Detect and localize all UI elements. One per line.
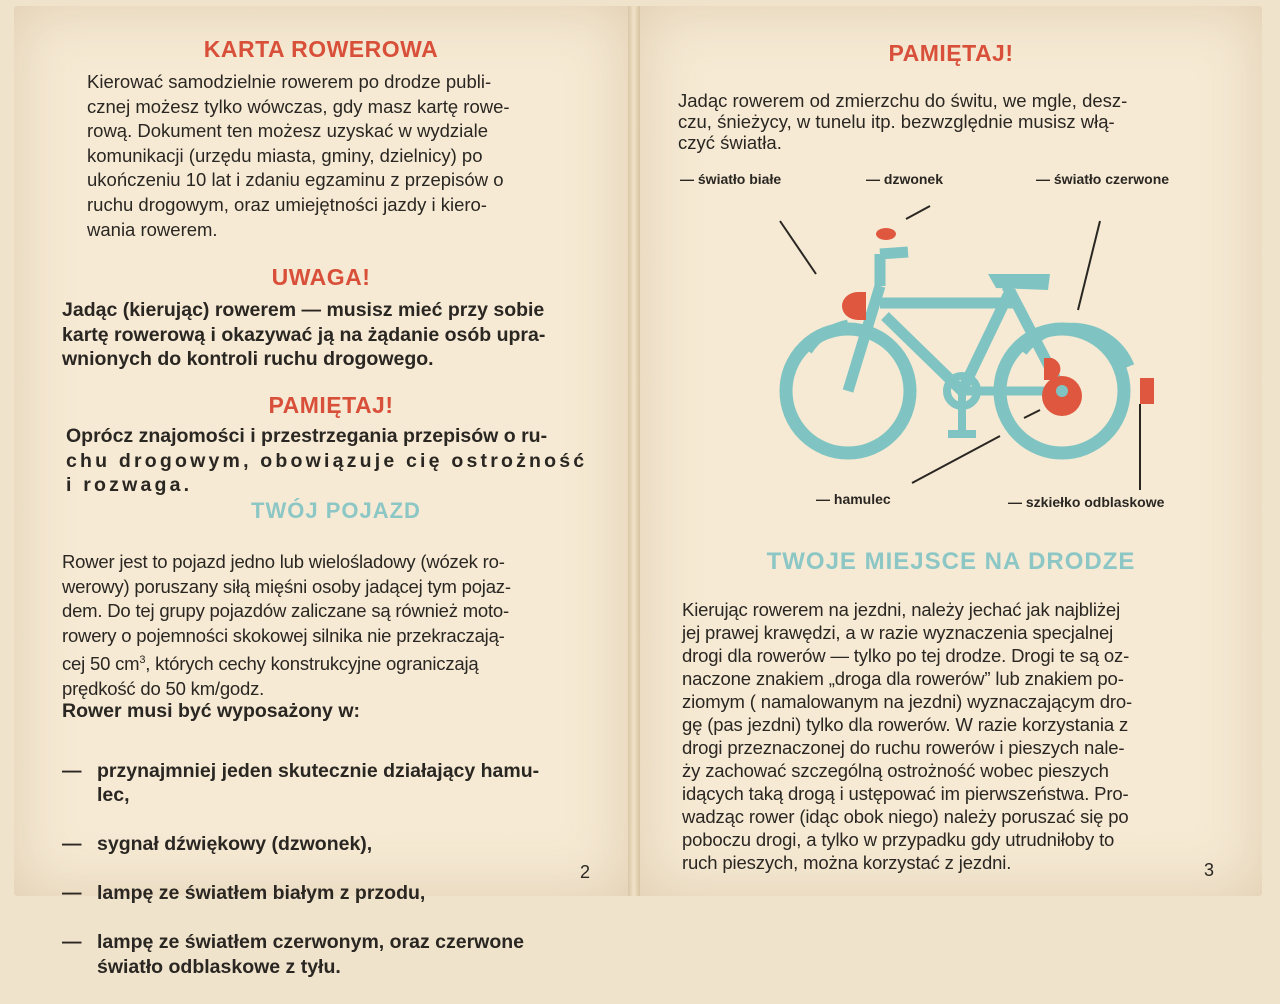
page-number-left: 2 [580, 862, 591, 882]
list-item: — przynajmniej jeden skutecznie działający hamu- lec, [62, 759, 602, 808]
list-item: — lampę ze światłem czerwonym, oraz czerwone światło odblaskowe z tyłu. [62, 930, 602, 979]
bell-icon [876, 228, 896, 240]
pamietaj-heading-right: PAMIĘTAJ! [888, 40, 1014, 66]
lights-warning-text: Jadąc rowerem od zmierzchu do świtu, we mgle, desz- czu, śnieżycy, w tunelu itp. bezwzględnie musisz włą- czyć światła. [678, 90, 1128, 153]
twoje-miejsce-heading: TWOJE MIEJSCE NA DRODZE [766, 548, 1136, 575]
right-page [640, 6, 1262, 896]
front-light-icon [842, 292, 866, 320]
page-number-right: 3 [1204, 860, 1215, 880]
pamietaj-heading-left: PAMIĘTAJ! [268, 392, 394, 418]
list-item: — sygnał dźwiękowy (dzwonek), [62, 832, 602, 857]
label-bell: — dzwonek [866, 171, 944, 187]
uwaga-heading: UWAGA! [271, 264, 371, 290]
label-white-light: — światło białe [680, 171, 782, 187]
list-item: — lampę ze światłem białym z przodu, [62, 881, 602, 906]
equipment-list [62, 734, 602, 1004]
pamietaj-text-left: Oprócz znajomości i przestrzegania przepisów o ru- chu drogowym, obowiązuje cię ostrożność i rozwaga. [66, 425, 588, 496]
label-red-light: — światło czerwone [1036, 171, 1170, 187]
road-position-text: Kierując rowerem na jezdni, należy jechać jak najbliżej jej prawej krawędzi, a w razie wyznaczenia specjalnej drogi dla rowerów — tylko po tej drodze. Drogi te są oz- naczone znakiem „droga dla rowerów” lub znakiem po- ziomym ( namalowanym na jezdni) wyznaczającym dro- gę (pas jezdni) tylko dla rowerów. W razie korzystania z drogi przeznaczonej do ruchu rowerów i pieszych nale- ży zachować szczególną ostrożność wobec pieszych idących taką drogą i ustępować im pierwszeństwa. Pro- wadząc rower (idąc obok niego) należy poruszać się po poboczu drogi, a tylko w przypadku gdy utrudniłoby to ruch pieszych, można korzystać z jezdni. [682, 599, 1133, 873]
uwaga-text: Jadąc (kierując) rowerem — musisz mieć przy sobie kartę rowerową i okazywać ją na żądanie osób upra- wnionych do kontroli ruchu drogowego. [62, 299, 546, 370]
reflector-icon [1140, 378, 1154, 404]
label-reflector: — szkiełko odblaskowe [1008, 494, 1165, 510]
twoj-pojazd-heading: TWÓJ POJAZD [251, 498, 421, 523]
left-page [14, 6, 628, 978]
label-brake: — hamulec [816, 491, 891, 507]
karta-rowerowa-heading: KARTA ROWEROWA [203, 36, 439, 62]
bicycle-frame [786, 252, 1130, 453]
karta-intro-text: Kierować samodzielnie rowerem po drodze publi- cznej możesz tylko wówczas, gdy masz kartę rowe- rową. Dokument ten możesz uzyskać w wydziale komunikacji (urzędu miasta, gminy, dzielnicy) po ukończeniu 10 lat i zdaniu egzaminu z przepisów o ruchu drogowym, oraz umiejętności jazdy i kiero- wania rowerem. [87, 71, 510, 240]
book-spine [628, 6, 640, 896]
saddle [988, 274, 1050, 290]
equipment-heading: Rower musi być wyposażony w: [62, 700, 360, 722]
pojazd-text: Rower jest to pojazd jedno lub wielośladowy (wózek ro- werowy) poruszany siłą mięśni osoby jadącej tym pojaz- dem. Do tej grupy pojazdów zaliczane są również moto- rowery o pojemności skokowej silnika nie przekraczają- cej 50 $cm^3$, których cechy konstrukcyjne ograniczają prędkość do 50 km/godz. [62, 551, 511, 700]
